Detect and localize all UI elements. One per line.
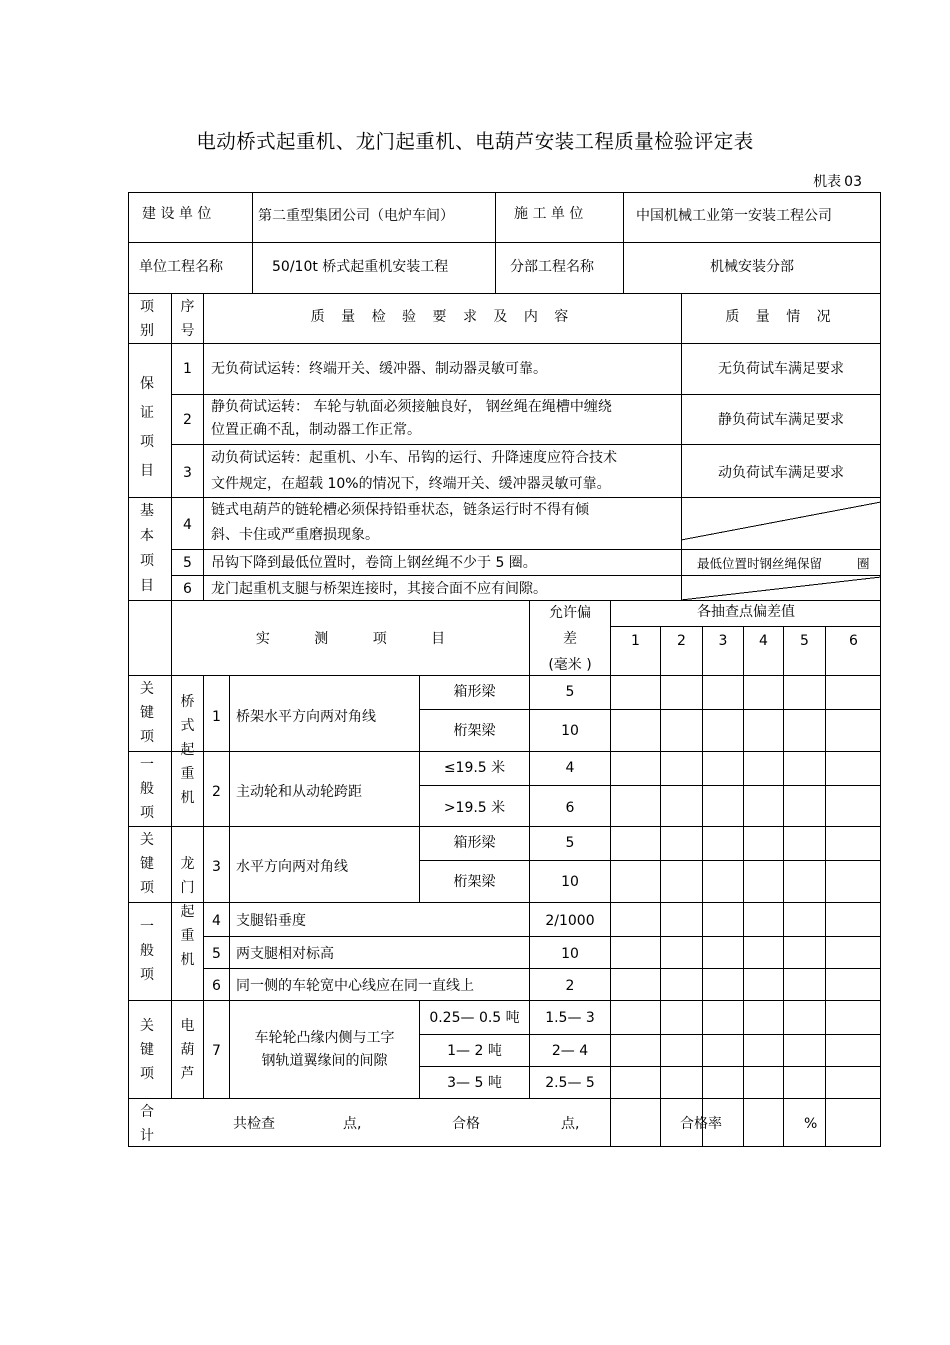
item-no: 4 [212,913,221,929]
item-no: 3 [212,859,221,875]
point-num: 5 [800,633,809,649]
item-tol: 5 [565,684,575,700]
row-content: 无负荷试运转：终端开关、缓冲器、制动器灵敏可靠。 [211,361,547,377]
point-num: 6 [849,633,858,649]
col-category: 项别 [140,299,154,339]
item-tol: 2 [565,978,575,994]
item-name: 主动轮和从动轮跨距 [236,784,362,800]
sub-value: 机械安装分部 [710,259,794,275]
form-code-number: 03 [844,174,862,190]
row-content-line1: 静负荷试运转： 车轮与轨面必须接触良好， 钢丝绳在绳槽中缠绕 [211,399,612,415]
row-no: 3 [183,465,192,481]
item-cond: 箱形梁 [453,835,496,851]
total-points: 点, [343,1116,362,1132]
col-seq: 序号 [180,299,195,339]
item-tol: 2— 4 [551,1043,589,1059]
point-num: 3 [718,633,728,649]
total-label: 合计 [140,1104,154,1144]
row-status-b: 圈 [857,556,870,571]
point-num: 2 [677,633,686,649]
cat-general: 一般项 [140,757,154,821]
item-cond: 桁架梁 [453,874,496,890]
item-cond: ≤19.5 米 [443,760,506,776]
item-tol: 4 [565,760,575,776]
row-content-line2: 斜、卡住或严重磨损现象。 [211,527,379,543]
row-content-line2: 文件规定，在超载 10%的情况下，终端开关、缓冲器灵敏可靠。 [211,476,611,492]
col-tol-2: 差 [563,631,577,647]
col-points: 各抽查点偏差值 [697,604,795,620]
eq-hoist: 电葫芦 [180,1018,195,1082]
col-content: 质 量 检 验 要 求 及 内 容 [310,309,575,325]
row-content-line1: 动负荷试运转：起重机、小车、吊钩的运行、升降速度应符合技术 [211,450,617,466]
item-no: 2 [212,784,221,800]
cat-general: 一般项 [140,919,154,983]
item-name: 水平方向两对角线 [236,859,348,875]
item-tol: 10 [561,723,579,739]
item-name: 同一侧的车轮宽中心线应在同一直线上 [236,978,474,994]
item-tol: 1.5— 3 [545,1010,595,1026]
row-no: 5 [183,555,192,571]
item-no: 7 [212,1043,221,1059]
item-name-line2: 钢轨道翼缘间的间隙 [261,1053,388,1069]
row-status-a: 最低位置时钢丝绳保留 [697,556,823,571]
row-status: 静负荷试车满足要求 [718,412,844,428]
item-cond: 桁架梁 [453,723,496,739]
row-content-line2: 位置正确不乱，制动器工作正常。 [211,422,421,438]
cat-key: 关键项 [140,832,154,896]
item-tol: 10 [561,946,579,962]
item-name: 两支腿相对标高 [236,946,334,962]
point-num: 4 [759,633,768,649]
item-no: 1 [212,709,221,725]
row-status: 无负荷试车满足要求 [718,361,844,377]
col-item: 实 测 项 目 [255,631,446,647]
project-label: 单位工程名称 [139,259,223,275]
item-tol: 10 [561,874,579,890]
row-content: 龙门起重机支腿与桥架连接时，其接合面不应有间隙。 [211,581,547,597]
eq-bridge: 桥式起重机 [180,694,195,806]
row-no: 4 [183,517,192,533]
cat-key: 关键项 [140,1018,154,1082]
construct-unit-label: 施 工 单 位 [514,206,584,222]
total-points2: 点, [561,1116,580,1132]
total-checked: 共检查 [233,1116,275,1132]
item-tol: 2/1000 [545,913,595,929]
item-name: 桥架水平方向两对角线 [236,709,376,725]
item-cond: 1— 2 吨 [447,1043,502,1059]
item-cond: 3— 5 吨 [447,1075,502,1091]
build-unit-label: 建 设 单 位 [142,206,212,222]
construct-unit-value: 中国机械工业第一安装工程公司 [636,208,832,224]
sub-label: 分部工程名称 [510,259,594,275]
cat-guarantee: 保证项目 [140,376,154,479]
row-no: 6 [183,581,192,597]
item-cond: >19.5 米 [443,800,506,816]
item-tol: 5 [565,835,575,851]
item-no: 6 [212,978,221,994]
item-cond: 0.25— 0.5 吨 [429,1010,520,1026]
item-tol: 2.5— 5 [545,1075,595,1091]
col-tol-1: 允许偏 [549,605,591,621]
eq-gantry: 龙门起重机 [180,856,195,968]
build-unit-value: 第二重型集团公司（电炉车间） [258,208,454,224]
project-value: 50/10t 桥式起重机安装工程 [272,259,449,275]
col-tol-3: (毫米 ) [548,657,592,673]
total-rate: 合格率 [680,1116,722,1132]
item-no: 5 [212,946,221,962]
item-cond: 箱形梁 [453,684,496,700]
item-tol: 6 [565,800,575,816]
row-content: 吊钩下降到最低位置时，卷筒上钢丝绳不少于 5 圈。 [211,555,537,571]
total-passed: 合格 [452,1116,480,1132]
point-num: 1 [631,633,640,649]
page-title: 电动桥式起重机、龙门起重机、电葫芦安装工程质量检验评定表 [196,130,754,153]
row-status: 动负荷试车满足要求 [718,465,844,481]
item-name-line1: 车轮轮凸缘内侧与工字 [254,1030,395,1046]
cat-basic: 基本项目 [140,503,154,594]
item-name: 支腿铅垂度 [236,913,306,929]
cat-key: 关键项 [140,681,154,745]
row-no: 2 [183,412,192,428]
col-status: 质 量 情 况 [725,309,837,325]
row-no: 1 [183,361,192,377]
form-code-label: 机表 [813,174,842,190]
row-content-line1: 链式电葫芦的链轮槽必须保持铅垂状态，链条运行时不得有倾 [211,502,589,518]
total-pct: % [804,1116,818,1132]
